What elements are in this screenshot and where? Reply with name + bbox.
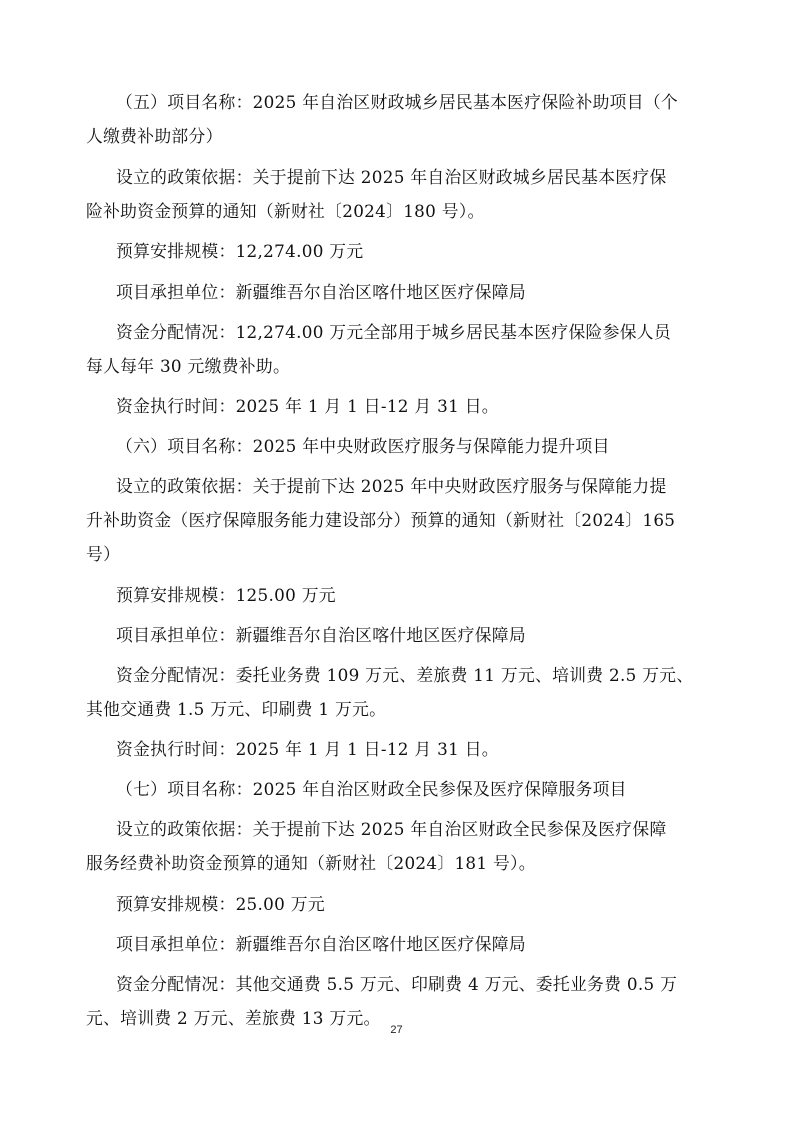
section-five-allocation-line-2: 每人每年 30 元缴费补助。 (86, 356, 291, 376)
section-five-policy-basis-line-2: 险补助资金预算的通知（新财社〔2024〕180 号）。 (86, 201, 485, 221)
section-seven-title: （七）项目名称：2025 年自治区财政全民参保及医疗保障服务项目 (116, 779, 627, 799)
section-seven-allocation-line-1: 资金分配情况：其他交通费 5.5 万元、印刷费 4 万元、委托业务费 0.5 万 (116, 974, 678, 994)
section-six-budget-scale: 预算安排规模：125.00 万元 (116, 585, 336, 605)
section-six-policy-basis-line-2: 升补助资金（医疗保障服务能力建设部分）预算的通知（新财社〔2024〕165 (86, 510, 676, 530)
section-six-policy-basis-line-1: 设立的政策依据：关于提前下达 2025 年中央财政医疗服务与保障能力提 (116, 476, 667, 496)
section-five-allocation-line-1: 资金分配情况：12,274.00 万元全部用于城乡居民基本医疗保险参保人员 (116, 322, 671, 342)
section-six-title: （六）项目名称：2025 年中央财政医疗服务与保障能力提升项目 (116, 436, 610, 456)
section-seven-undertaking-unit: 项目承担单位：新疆维吾尔自治区喀什地区医疗保障局 (116, 934, 526, 954)
page-number: 27 (390, 1024, 403, 1036)
section-five-budget-scale: 预算安排规模：12,274.00 万元 (116, 241, 364, 261)
section-six-allocation-line-1: 资金分配情况：委托业务费 109 万元、差旅费 11 万元、培训费 2.5 万元、 (116, 665, 694, 685)
section-five-policy-basis-line-1: 设立的政策依据：关于提前下达 2025 年自治区财政城乡居民基本医疗保 (116, 167, 667, 187)
section-six-policy-basis-line-3: 号） (86, 544, 121, 564)
section-five-undertaking-unit: 项目承担单位：新疆维吾尔自治区喀什地区医疗保障局 (116, 282, 526, 302)
section-five-title-line-2: 人缴费补助部分） (86, 126, 223, 146)
section-seven-policy-basis-line-2: 服务经费补助资金预算的通知（新财社〔2024〕181 号）。 (86, 853, 536, 873)
section-five-execution-time: 资金执行时间：2025 年 1 月 1 日-12 月 31 日。 (116, 396, 499, 416)
section-six-execution-time: 资金执行时间：2025 年 1 月 1 日-12 月 31 日。 (116, 739, 499, 759)
section-six-undertaking-unit: 项目承担单位：新疆维吾尔自治区喀什地区医疗保障局 (116, 625, 526, 645)
section-six-allocation-line-2: 其他交通费 1.5 万元、印刷费 1 万元。 (86, 699, 387, 719)
section-seven-budget-scale: 预算安排规模：25.00 万元 (116, 894, 325, 914)
section-seven-policy-basis-line-1: 设立的政策依据：关于提前下达 2025 年自治区财政全民参保及医疗保障 (116, 819, 667, 839)
section-seven-allocation-line-2: 元、培训费 2 万元、差旅费 13 万元。 (86, 1008, 381, 1028)
section-five-title-line-1: （五）项目名称：2025 年自治区财政城乡居民基本医疗保险补助项目（个 (116, 92, 678, 112)
